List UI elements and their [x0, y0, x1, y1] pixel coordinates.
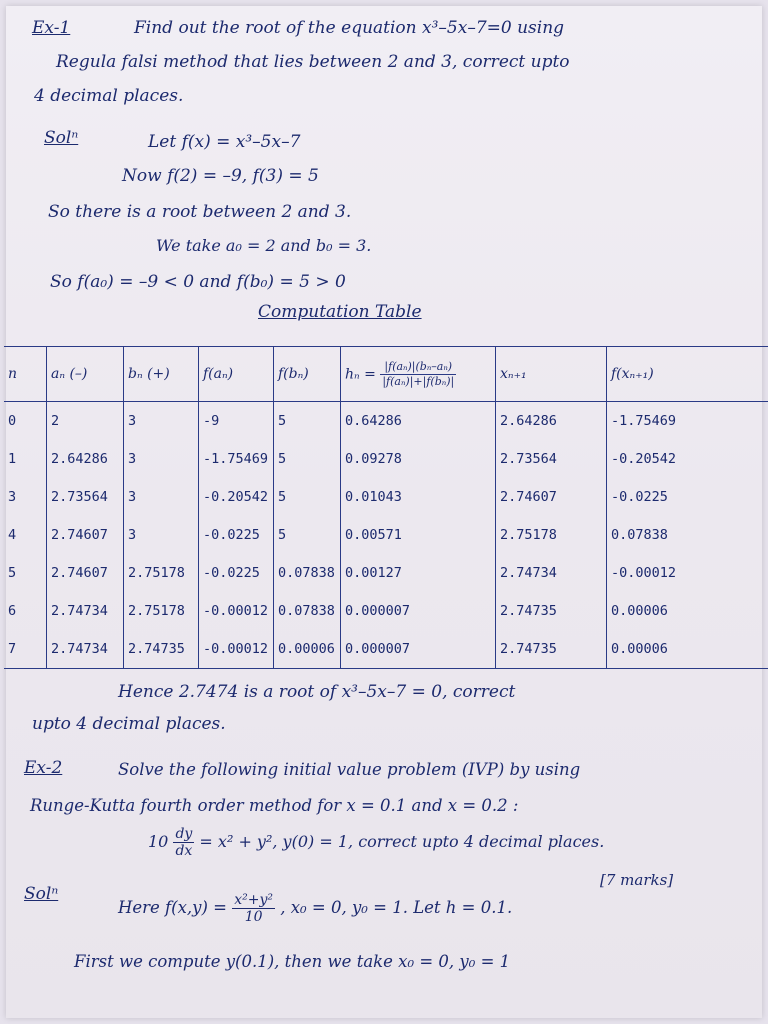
- cell-fxn1: -1.75469: [607, 402, 768, 441]
- first-compute-line: First we compute y(0.1), then we take x₀ = 0, y₀ = 1: [74, 952, 511, 971]
- cell-n: 6: [8, 603, 17, 619]
- cell-fbn: 5: [274, 478, 341, 516]
- ivp-equation: [148, 826, 604, 859]
- ex2-line1: Solve the following initial value problem (IVP) by using: [118, 760, 581, 779]
- table-row: [4, 630, 768, 669]
- table-row: [4, 554, 768, 592]
- col-an: aₙ (–): [47, 347, 124, 402]
- cell-bn: 2.74735: [124, 630, 199, 669]
- cell-bn: 2.75178: [124, 554, 199, 592]
- hn-denominator: |f(aₙ)|+|f(bₙ)|: [382, 374, 455, 388]
- cell-fan: -0.0225: [199, 516, 274, 554]
- cell-hn: 0.09278: [341, 440, 496, 478]
- table-row: [4, 592, 768, 630]
- f-numerator: x²+y²: [234, 892, 273, 908]
- cell-hn: 0.01043: [341, 478, 496, 516]
- conclusion-line2: upto 4 decimal places.: [32, 714, 226, 734]
- table-row: [4, 516, 768, 554]
- cell-hn: 0.00571: [341, 516, 496, 554]
- conclusion-line1: Hence 2.7474 is a root of x³–5x–7 = 0, correct: [118, 682, 516, 702]
- col-n: n: [4, 347, 47, 402]
- f-denominator: 10: [244, 909, 263, 925]
- here-line: [118, 892, 512, 925]
- cell-xn1: 2.74735: [496, 592, 607, 630]
- col-xn1: xₙ₊₁: [496, 347, 607, 402]
- cell-an: 2: [47, 402, 124, 441]
- cell-fbn: 5: [274, 516, 341, 554]
- root-between-line: So there is a root between 2 and 3.: [48, 202, 352, 222]
- cell-fan: -0.0225: [199, 554, 274, 592]
- f-fraction: [232, 892, 275, 925]
- table-row: [4, 402, 768, 441]
- cell-n: 3: [8, 489, 17, 505]
- derivative-numerator: dy: [175, 826, 193, 842]
- cell-fan: -9: [199, 402, 274, 441]
- table-title: Computation Table: [258, 302, 422, 322]
- cell-fan: -1.75469: [199, 440, 274, 478]
- table-header-row: [4, 347, 768, 402]
- cell-xn1: 2.74607: [496, 478, 607, 516]
- cell-xn1: 2.74734: [496, 554, 607, 592]
- cell-fxn1: -0.0225: [607, 478, 768, 516]
- col-hn: [341, 347, 496, 402]
- cell-fbn: 0.07838: [274, 592, 341, 630]
- cell-fbn: 0.00006: [274, 630, 341, 669]
- cell-bn: 3: [124, 402, 199, 441]
- cell-xn1: 2.74735: [496, 630, 607, 669]
- computation-table: [4, 346, 768, 669]
- cell-fxn1: 0.00006: [607, 630, 768, 669]
- cell-fxn1: 0.07838: [607, 516, 768, 554]
- cell-an: 2.74734: [47, 630, 124, 669]
- cell-n: 5: [8, 565, 17, 581]
- cell-bn: 3: [124, 440, 199, 478]
- table-row: [4, 440, 768, 478]
- cell-bn: 3: [124, 478, 199, 516]
- cell-fan: -0.00012: [199, 592, 274, 630]
- eq-rhs: = x² + y², y(0) = 1, correct upto 4 decimal places.: [199, 832, 605, 851]
- cell-hn: 0.000007: [341, 630, 496, 669]
- derivative-denominator: dx: [175, 843, 193, 859]
- ex2-line2: Runge-Kutta fourth order method for x = 0.1 and x = 0.2 :: [30, 796, 519, 815]
- cell-fan: -0.20542: [199, 478, 274, 516]
- cell-fbn: 5: [274, 402, 341, 441]
- sign-line: So f(a₀) = –9 < 0 and f(b₀) = 5 > 0: [50, 272, 346, 292]
- here-pre: Here f(x,y) =: [118, 898, 227, 917]
- solution1-label: Solⁿ: [44, 128, 79, 148]
- ex1-line2: Regula falsi method that lies between 2 and 3, correct upto: [56, 52, 570, 72]
- cell-fbn: 5: [274, 440, 341, 478]
- ex2-label: Ex-2: [24, 758, 63, 778]
- cell-n: 7: [4, 630, 47, 669]
- cell-hn: 0.00127: [341, 554, 496, 592]
- ex1-line1: Find out the root of the equation x³–5x–7=0 using: [134, 18, 565, 38]
- cell-n: 0: [8, 413, 17, 429]
- cell-n: 4: [8, 527, 17, 543]
- cell-fxn1: 0.00006: [607, 592, 768, 630]
- cell-an: 2.74607: [47, 554, 124, 592]
- cell-an: 2.73564: [47, 478, 124, 516]
- take-line: We take a₀ = 2 and b₀ = 3.: [156, 236, 372, 255]
- cell-xn1: 2.75178: [496, 516, 607, 554]
- cell-an: 2.74607: [47, 516, 124, 554]
- cell-hn: 0.000007: [341, 592, 496, 630]
- hn-numerator: |f(aₙ)|(bₙ–aₙ): [380, 360, 456, 375]
- cell-fxn1: -0.00012: [607, 554, 768, 592]
- col-fxn1: f(xₙ₊₁): [607, 347, 768, 402]
- col-bn: bₙ (+): [124, 347, 199, 402]
- hn-formula: [380, 360, 456, 389]
- now-line: Now f(2) = –9, f(3) = 5: [122, 166, 319, 186]
- cell-hn: 0.64286: [341, 402, 496, 441]
- let-line: Let f(x) = x³–5x–7: [148, 132, 301, 152]
- hn-label: hₙ =: [345, 366, 376, 382]
- cell-fxn1: -0.20542: [607, 440, 768, 478]
- solution2-label: Solⁿ: [24, 884, 59, 904]
- cell-xn1: 2.64286: [496, 402, 607, 441]
- cell-fan: -0.00012: [199, 630, 274, 669]
- table-row: [4, 478, 768, 516]
- ex1-label: Ex-1: [32, 18, 71, 38]
- here-post: , x₀ = 0, y₀ = 1. Let h = 0.1.: [280, 898, 513, 917]
- cell-bn: 3: [124, 516, 199, 554]
- cell-n: 1: [8, 451, 17, 467]
- derivative-fraction: [173, 826, 194, 859]
- cell-an: 2.64286: [47, 440, 124, 478]
- cell-bn: 2.75178: [124, 592, 199, 630]
- marks-label: [7 marks]: [600, 871, 674, 889]
- cell-fbn: 0.07838: [274, 554, 341, 592]
- eq-coefficient: 10: [148, 832, 169, 851]
- cell-xn1: 2.73564: [496, 440, 607, 478]
- cell-an: 2.74734: [47, 592, 124, 630]
- ex1-line3: 4 decimal places.: [34, 86, 184, 106]
- col-fan: f(aₙ): [199, 347, 274, 402]
- col-fbn: f(bₙ): [274, 347, 341, 402]
